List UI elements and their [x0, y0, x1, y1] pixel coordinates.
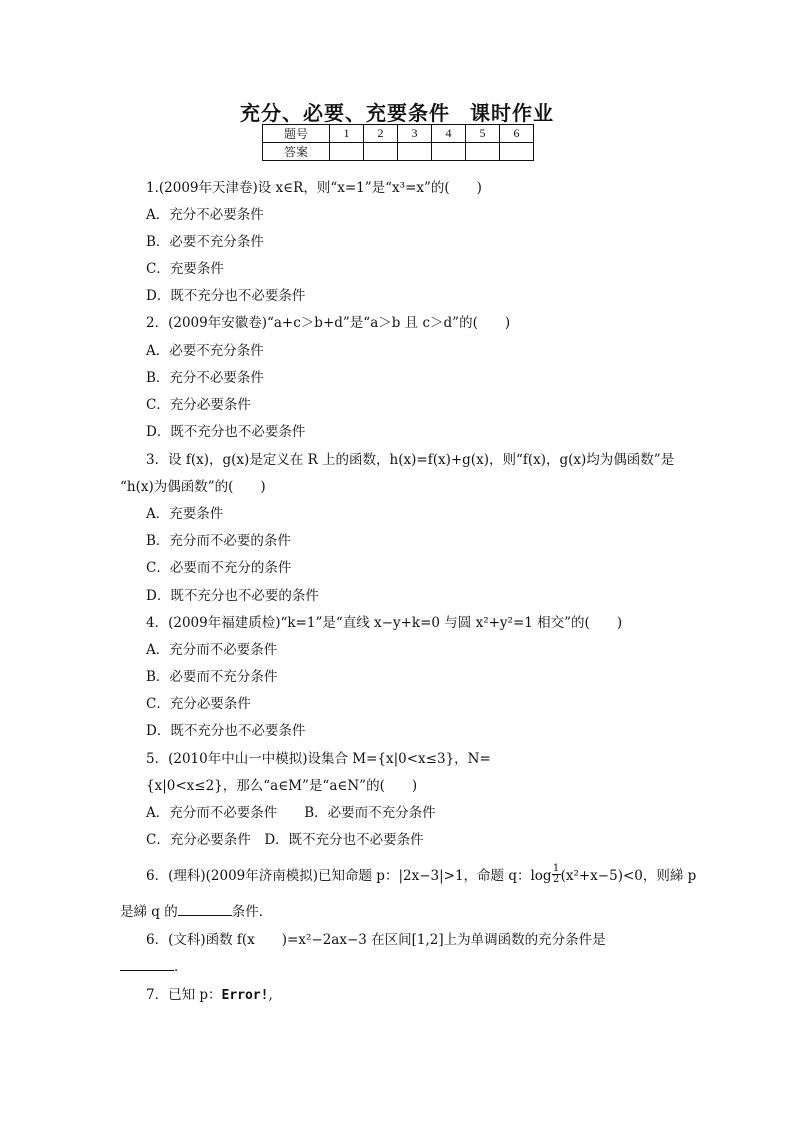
answer-option[interactable]: B．必要不充分条件 [146, 234, 264, 250]
title-main: 充分、必要、充要条件 [240, 101, 450, 125]
answer-option[interactable]: A．必要不充分条件 [146, 343, 264, 359]
question-text: 4．(2009年福建质检)“k=1”是“直线 x−y+k=0 与圆 x²+y²=1 相交”的( ) [146, 615, 623, 631]
question-6-science [146, 863, 697, 886]
question-number: 1 [330, 125, 364, 143]
question-number: 6 [500, 125, 534, 143]
answer-option[interactable]: C．充要条件 [146, 261, 224, 277]
answer-option[interactable]: A．充分而不必要条件 B．必要而不充分条件 [146, 805, 436, 821]
question-text: 3．设 f(x)，g(x)是定义在 R 上的函数，h(x)=f(x)+g(x)，则“f(x)，g(x)均为偶函数”是 [146, 452, 675, 468]
error-text: Error! [221, 988, 269, 1003]
question-number: 4 [432, 125, 466, 143]
answer-cell[interactable] [500, 143, 534, 161]
answer-blank[interactable] [178, 903, 232, 916]
answer-cell[interactable] [466, 143, 500, 161]
answer-table [262, 124, 534, 161]
question-7-text: 7．已知 p： [146, 987, 222, 1003]
answer-option[interactable]: D．既不充分也不必要条件 [146, 424, 306, 440]
answer-blank[interactable] [120, 958, 174, 971]
question-6-arts: 6．(文科)函数 f(x )=x²−2ax−3 在区间[1,2]上为单调函数的充分条件是 [146, 932, 606, 948]
question-text: 2．(2009年安徽卷)“a+c＞b+d”是“a＞b 且 c＞d”的( ) [146, 315, 511, 331]
answer-cell[interactable] [398, 143, 432, 161]
question-number: 5 [466, 125, 500, 143]
question-6-science-text-end: (x²+x−5)<0，则綈 p [560, 868, 697, 884]
answer-option[interactable]: A．充分不必要条件 [146, 207, 264, 223]
answer-table-answer-row [263, 143, 534, 161]
question-number: 3 [398, 125, 432, 143]
answer-option[interactable]: B．充分而不必要的条件 [146, 533, 291, 549]
answer-option[interactable]: B．充分不必要条件 [146, 370, 264, 386]
answer-option[interactable]: D．既不充分也不必要条件 [146, 723, 306, 739]
question-text: 1.(2009年天津卷)设 x∈R，则“x=1”是“x³=x”的( ) [146, 180, 482, 196]
answer-option[interactable]: A．充要条件 [146, 506, 224, 522]
answer-option[interactable]: D．既不充分也不必要条件 [146, 288, 306, 304]
question-7-suffix: , [268, 987, 273, 1003]
question-6-science-text: 6．(理科)(2009年济南模拟)已知命题 p：|2x−3|>1，命题 q：log [146, 868, 552, 884]
log-base-fraction: 1 2 [552, 863, 560, 885]
question-6-science-line2 [120, 902, 272, 922]
answer-cell[interactable] [432, 143, 466, 161]
question-6-line2-prefix: 是綈 q 的 [120, 904, 178, 920]
answer-table-header-row [263, 125, 534, 143]
answer-option[interactable]: C．必要而不充分的条件 [146, 560, 292, 576]
answer-option[interactable]: A．充分而不必要条件 [146, 642, 278, 658]
question-6-line2-suffix: 条件． [231, 904, 273, 920]
question-number-label: 题号 [263, 125, 330, 143]
question-text: “h(x)为偶函数”的( ) [120, 479, 266, 495]
answer-option[interactable]: C．充分必要条件 [146, 696, 251, 712]
answer-label: 答案 [263, 143, 330, 161]
question-text: 5．(2010年中山一中模拟)设集合 M={x|0<x≤3}，N= [146, 751, 491, 767]
question-7 [146, 985, 273, 1006]
answer-option[interactable]: {x|0<x≤2}，那么“a∈M”是“a∈N”的( ) [146, 778, 418, 794]
answer-option[interactable]: C．充分必要条件 [146, 397, 251, 413]
answer-option[interactable]: D．既不充分也不必要的条件 [146, 588, 319, 604]
question-6-arts-line2 [120, 957, 188, 977]
answer-option[interactable]: B．必要而不充分条件 [146, 669, 278, 685]
title-sub: 课时作业 [470, 101, 554, 125]
answer-option[interactable]: C．充分必要条件 D．既不充分也不必要条件 [146, 832, 424, 848]
page-title [0, 97, 794, 126]
answer-cell[interactable] [330, 143, 364, 161]
question-number: 2 [364, 125, 398, 143]
answer-cell[interactable] [364, 143, 398, 161]
question-6-arts-suffix: ． [174, 959, 188, 975]
